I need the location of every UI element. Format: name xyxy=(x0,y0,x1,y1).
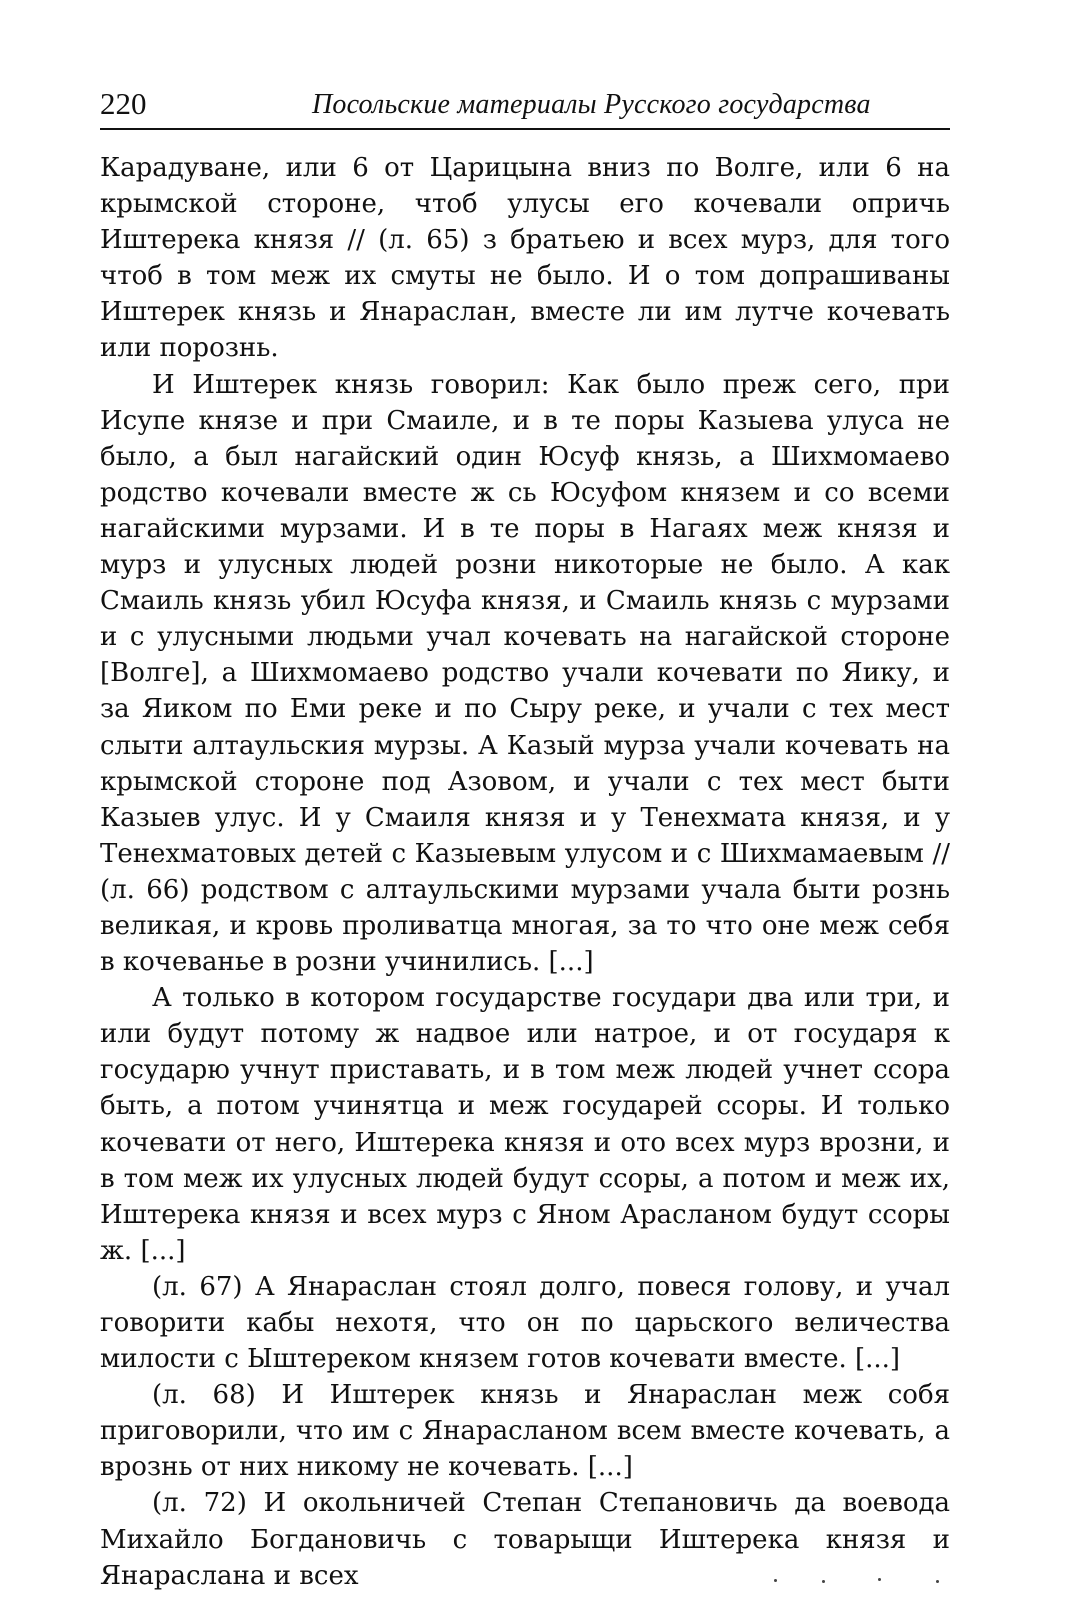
scan-speck xyxy=(774,1579,777,1582)
page-number: 220 xyxy=(100,86,147,121)
scan-specks xyxy=(760,1578,960,1584)
page-header xyxy=(100,84,950,130)
paragraph: (л. 68) И Иштерек князь и Янараслан меж собя приговорили, что им с Янарасланом всем вместе кочевать, а врознь от них никому не кочевать. [...] xyxy=(100,1380,950,1483)
paragraph: И Иштерек князь говорил: Как было преж сего, при Исупе князе и при Смаиле, и в те поры Казыева улуса не было, а был нагайский один Юсуф князь, а Шихмомаево родство кочевали вместе ж сь Юсуфом князем и со всеми нагайскими мурзами. И в те поры в Нагаях меж князя и мурз и улусных людей розни никоторые не было. А как Смаиль князь убил Юсуфа князя, и Смаиль князь с мурзами и с улусными людьми учал кочевать на нагайской стороне [Волге], а Шихмомаево родство учали кочевати по Яику, и за Яиком по Еми реке и по Сыру реке, и учали с тех мест слыти алтаульския мурзы. А Казый мурза учали кочевать на крымской стороне под Азовом, и учали с тех мест быти Казыев улус. И у Смаиля князя и у Тенехмата князя, и у Тенехматовых детей с Казыевым улусом и с Шихмамаевым // (л. 66) родством с алтаульскими мурзами учала быти рознь великая, и кровь проливатца многая, за то что оне меж себя в кочеванье в розни учинились. [...] xyxy=(100,369,950,978)
paragraph: (л. 67) А Янараслан стоял долго, повеся голову, и учал говорити кабы нехотя, что он по царьского величества милости с Ыштереком князем готов кочевати вместе. [...] xyxy=(100,1271,950,1375)
paragraph: (л. 72) И окольничей Степан Степановичь да воевода Михайло Богдановичь с товарыщи Иштерека князя и Янараслана и всех xyxy=(100,1488,950,1591)
scan-speck xyxy=(936,1580,939,1583)
paragraph: А только в котором государстве государи два или три, и или будут потому ж надвое или натрое, и от государя к государю учнут приставать, и в том меж людей учнет ссора быть, а потом учинятца и меж государей ссоры. И только кочевати от него, Иштерека князя и ото всех мурз врозни, и в том меж их улусных людей будут ссоры, а потом и меж их, Иштерека князя и всех мурз с Яном Арасланом будут ссоры ж. [...] xyxy=(100,983,950,1266)
scan-speck xyxy=(878,1578,881,1581)
scan-speck xyxy=(822,1580,825,1583)
body-text xyxy=(100,150,950,1594)
running-title: Посольские материалы Русского государства xyxy=(312,89,871,120)
paragraph-continuation: Карадуване, или 6 от Царицына вниз по Волге, или 6 на крымской стороне, чтоб улусы его кочевали опричь Иштерека князя // (л. 65) з братьею и всех мурз, для того чтоб в том меж их смуты не было. И о том допрашиваны Иштерек князь и Янараслан, вместе ли им лутче кочевать или порознь. xyxy=(100,153,950,364)
